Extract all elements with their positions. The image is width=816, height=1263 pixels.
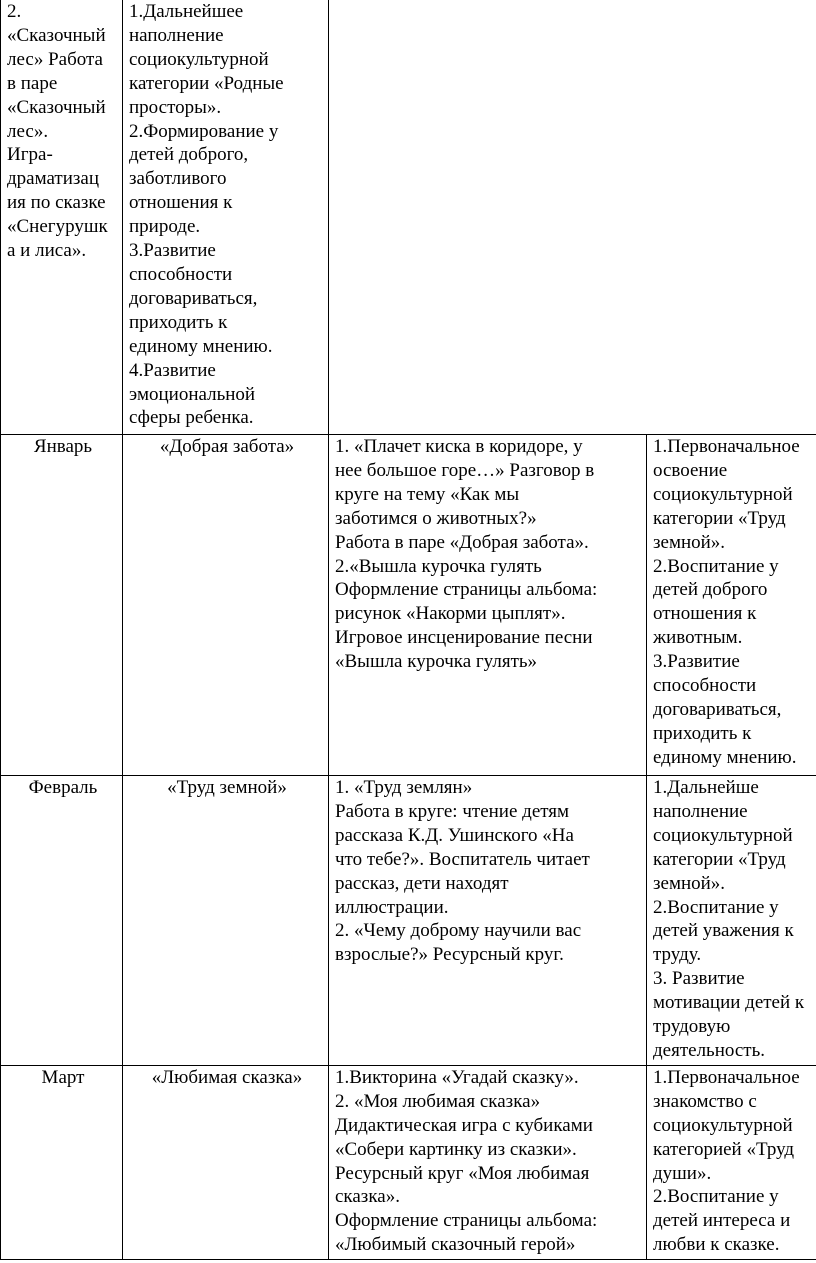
text-line: труду. — [653, 944, 702, 966]
text-line: ия по сказке — [7, 192, 106, 214]
text-line: 1.Викторина «Угадай сказку». — [335, 1066, 579, 1088]
text-line: отношения к — [653, 603, 757, 625]
text-line: 2.«Вышла курочка гулять — [335, 555, 542, 577]
text-line: категорией «Труд — [653, 1138, 795, 1160]
text-line: Ресурсный круг «Моя любимая — [335, 1162, 590, 1184]
text-line: 2. «Чему доброму научили вас — [335, 920, 582, 942]
text-line: 3.Развитие — [129, 240, 216, 262]
text-line: 1. «Плачет киска в коридоре, у — [335, 436, 583, 457]
text-line: знакомство с — [653, 1090, 757, 1112]
table-row — [1, 776, 816, 1066]
text-line: души». — [653, 1162, 712, 1184]
table-row — [1, 1065, 816, 1259]
text-line: социокультурной — [129, 48, 269, 70]
text-line: просторы». — [129, 96, 222, 118]
text-line: единому мнению. — [653, 746, 797, 768]
text-line: 2.Воспитание у — [653, 555, 779, 577]
text-line: договариваться, — [653, 698, 782, 720]
text-line: «Вышла курочка гулять» — [335, 651, 538, 673]
text-line: земной». — [653, 872, 726, 894]
text-line: способности — [653, 675, 757, 697]
text-line: категории «Труд — [653, 848, 786, 870]
text-line: способности — [129, 263, 233, 285]
month-cell: Март — [1, 1065, 123, 1259]
text-line: что тебе?». Воспитатель читает — [335, 848, 590, 870]
text-line: приходить к — [653, 722, 752, 744]
text-line: взрослые?» Ресурсный круг. — [335, 944, 564, 966]
text-line: земной». — [653, 531, 726, 553]
text-line: детей доброго, — [129, 144, 249, 166]
text-line: природе. — [129, 216, 201, 238]
text-line: 1. «Труд землян» — [335, 777, 473, 798]
text-line: заботимся о животных?» — [335, 507, 537, 529]
text-line: 1.Дальнейше — [653, 777, 759, 798]
month-cell: Январь — [1, 435, 123, 776]
text-line: социокультурной — [653, 1114, 793, 1136]
text-line: лес». — [7, 120, 49, 142]
goals-cell — [123, 0, 329, 435]
text-line: Игра- — [7, 144, 53, 166]
content-cell — [329, 1065, 647, 1259]
text-line: иллюстрации. — [335, 896, 449, 918]
text-line: 1.Первоначальное — [653, 436, 800, 457]
text-line: драматизац — [7, 168, 100, 190]
text-line: заботливого — [129, 168, 227, 190]
text-line: нее большое горе…» Разговор в — [335, 459, 595, 481]
text-line: категории «Труд — [653, 507, 786, 529]
text-line: круге на тему «Как мы — [335, 483, 520, 505]
text-line: Оформление страницы альбома: — [335, 579, 598, 601]
text-line: рассказа К.Д. Ушинского «На — [335, 824, 574, 846]
text-line: рассказ, дети находят — [335, 872, 509, 894]
text-line: трудовую — [653, 1016, 731, 1038]
text-line: 2.Воспитание у — [653, 896, 779, 918]
content-cell — [329, 435, 647, 776]
text-line: 4.Развитие — [129, 359, 216, 381]
text-line: «Собери картинку из сказки». — [335, 1138, 577, 1160]
table-row — [1, 0, 816, 435]
text-line: лес» Работа — [7, 48, 103, 70]
text-line: детей интереса и — [653, 1210, 791, 1232]
text-line: Работа в круге: чтение детям — [335, 800, 570, 822]
theme-cell: «Труд земной» — [123, 776, 329, 1066]
empty-cell — [329, 0, 816, 435]
text-line: Работа в паре «Добрая забота». — [335, 531, 589, 553]
goals-cell — [647, 1065, 816, 1259]
text-line: наполнение — [653, 800, 748, 822]
activity-cell — [1, 0, 123, 435]
text-line: приходить к — [129, 311, 228, 333]
month-cell: Февраль — [1, 776, 123, 1066]
text-line: 3. Развитие — [653, 968, 745, 990]
content-cell — [329, 776, 647, 1066]
text-line: 2. «Моя любимая сказка» — [335, 1090, 541, 1112]
text-line: рисунок «Накорми цыплят». — [335, 603, 566, 625]
text-line: категории «Родные — [129, 72, 284, 94]
text-line: «Сказочный — [7, 24, 106, 46]
text-line: детей уважения к — [653, 920, 794, 942]
text-line: 2.Формирование у — [129, 120, 279, 142]
text-line: 2.Воспитание у — [653, 1186, 779, 1208]
text-line: Оформление страницы альбома: — [335, 1210, 598, 1232]
text-line: «Сказочный — [7, 96, 106, 118]
goals-cell — [647, 435, 816, 776]
text-line: Дидактическая игра с кубиками — [335, 1114, 593, 1136]
text-line: мотивации детей к — [653, 992, 805, 1014]
text-line: «Любимый сказочный герой» — [335, 1234, 576, 1256]
text-line: в паре — [7, 72, 58, 94]
text-line: отношения к — [129, 192, 233, 214]
text-line: 3.Развитие — [653, 651, 740, 673]
text-line: сказка». — [335, 1186, 400, 1208]
text-line: 2. — [7, 1, 22, 22]
text-line: социокультурной — [653, 824, 793, 846]
text-line: детей доброго — [653, 579, 768, 601]
text-line: животным. — [653, 627, 743, 649]
text-line: договариваться, — [129, 287, 258, 309]
text-line: социокультурной — [653, 483, 793, 505]
table-row — [1, 435, 816, 776]
text-line: любви к сказке. — [653, 1234, 780, 1256]
text-line: «Снегурушк — [7, 216, 108, 238]
text-line: сферы ребенка. — [129, 407, 254, 429]
text-line: а и лиса». — [7, 240, 87, 262]
text-line: 1.Дальнейшее — [129, 1, 244, 22]
text-line: деятельность. — [653, 1039, 766, 1061]
text-line: наполнение — [129, 24, 224, 46]
text-line: 1.Первоначальное — [653, 1066, 800, 1088]
text-line: эмоциональной — [129, 383, 256, 405]
text-line: освоение — [653, 459, 728, 481]
theme-cell: «Любимая сказка» — [123, 1065, 329, 1259]
text-line: единому мнению. — [129, 335, 273, 357]
theme-cell: «Добрая забота» — [123, 435, 329, 776]
text-line: Игровое инсценирование песни — [335, 627, 593, 649]
goals-cell — [647, 776, 816, 1066]
